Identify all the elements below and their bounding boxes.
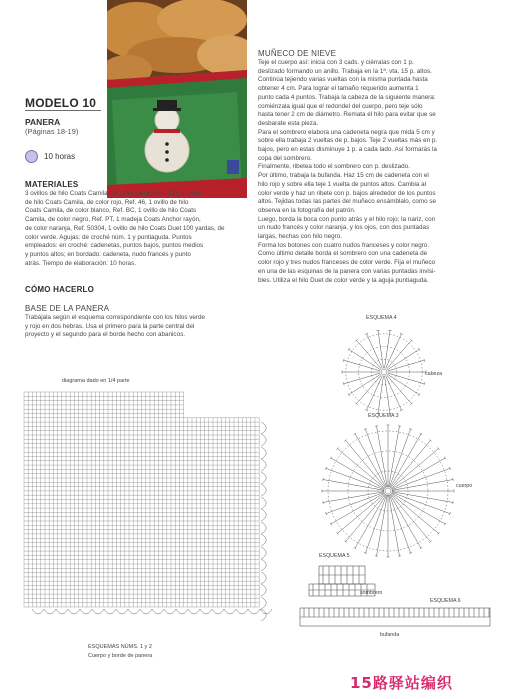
- snowman-line: hilo rojo y sobre ella teje 1 vuelta de puntos altos. Cambia al: [258, 180, 427, 188]
- esquema3-label: ESQUEMA 3: [368, 413, 399, 419]
- esquema6-label: ESQUEMA 6: [430, 598, 461, 604]
- esquema5-label: ESQUEMA 5: [319, 553, 350, 559]
- site-watermark: 15路驿站编织: [350, 674, 453, 692]
- bufanda-label: bufanda: [380, 632, 400, 638]
- title-divider: [25, 110, 101, 111]
- como-hacerlo-heading: CÓMO HACERLO: [25, 285, 95, 294]
- snowman-line: Forma los botones con cuatro nudos franceses y color negro.: [258, 241, 430, 249]
- materiales-text: [25, 190, 255, 268]
- main-diagram-footer-1: ESQUEMAS NÚMS. 1 y 2: [88, 644, 152, 650]
- materiales-heading: MATERIALES: [25, 180, 79, 189]
- snowman-line: Como último detalle borda el sombrero con una cadeneta de: [258, 250, 428, 258]
- materiales-line: de color naranja, Ref. 50304, 1 ovillo de hilo Coats Duet 100 yardas, de: [25, 224, 225, 232]
- esquema3-body-diagram: [315, 418, 465, 568]
- esquema4-label: ESQUEMA 4: [366, 315, 397, 321]
- snowman-line: Luego, borda la boca con punto atrás y el hilo rojo; la nariz, con: [258, 215, 436, 223]
- esquema5-hat-diagram: [305, 562, 385, 602]
- snowman-line: bajos, pero en estas disminuye 1 p. a cada lado. Así formarás la: [258, 146, 437, 154]
- materiales-line: color verde. Agujas: de croché núm. 1 y puntiaguda. Puntos: [25, 233, 192, 241]
- time-label: 10 horas: [44, 152, 76, 161]
- cuerpo-label: cuerpo: [456, 483, 473, 489]
- materiales-line: Camila, de color negro, Ref. PT, 1 madeja Coats Anchor rayón,: [25, 216, 201, 224]
- snowman-line: altos. Tejidas todas las partes del muñeco ensámblalo, como se: [258, 198, 437, 206]
- snowman-line: comiénzala igual que el redondel del cuerpo, pero teje sólo: [258, 102, 423, 110]
- snowman-line: sobre ella trabaja 2 vueltas de p. bajos. Teje 2 vueltas más en p.: [258, 137, 438, 145]
- model-subtitle: PANERA: [25, 117, 61, 127]
- snowman-line: un nudo francés y color naranja, y los ojos, con dos puntadas: [258, 224, 430, 232]
- snowman-line: Continúa tejiendo varias vueltas con la misma puntada hasta: [258, 76, 428, 84]
- model-title: MODELO 10: [25, 96, 97, 110]
- main-diagram-caption: diagrama dado en 1/4 parte: [62, 378, 130, 384]
- snowman-line: Por último, trabaja la bufanda. Haz 15 cm de cadeneta con el: [258, 172, 429, 180]
- bread-basket-photo: [107, 0, 247, 198]
- snowman-line: color rojo y tres nudos franceses de color verde. Fija el muñeco: [258, 259, 436, 267]
- materiales-line: empleados: en croché: cadenetas, puntos bajos, puntos medios: [25, 242, 204, 250]
- snowman-line: color verde y haz un ribete con p. bajos alrededor de los puntos: [258, 189, 436, 197]
- cabeza-label: cabeza: [425, 371, 443, 377]
- snowman-line: Teje el cuerpo así: inicia con 3 cads. y ciérralas con 1 p.: [258, 59, 414, 66]
- snowman-line: desbarate esta pieza.: [258, 119, 319, 127]
- snowman-line: hasta tener 2 cm de diámetro. Remata el hilo para evitar que se: [258, 111, 436, 119]
- snowman-line: observa en la fotografía del patrón.: [258, 206, 356, 214]
- snowman-line: Finalmente, ribetea todo el sombrero con p. deslizado.: [258, 163, 410, 171]
- materiales-line: Coats Camila, de color blanco, Ref. BC, 1 ovillo de hilo Coats: [25, 207, 197, 215]
- main-diagram-footer-2: Cuerpo y borde de panera: [88, 653, 153, 659]
- snowman-line: punto cada 4 puntos. Trabaja la cabeza de la siguiente manera:: [258, 93, 436, 101]
- snowman-line: deslizado formando un anillo. Trabaja en la 1ª. vta. 15 p. altos.: [258, 67, 432, 75]
- snowman-line: copa del sombrero.: [258, 154, 312, 162]
- materiales-line: 3 ovillos de hilo Coats Camila, de color verde, Ref. 231, 1 ovillo: [25, 190, 202, 197]
- snowman-line: bles. Utiliza el hilo Duet de color verde y la aguja puntiaguda.: [258, 276, 429, 284]
- esquema4-head-diagram: [336, 322, 436, 422]
- clock-icon: [25, 150, 38, 163]
- snowman-heading: MUÑECO DE NIEVE: [258, 49, 337, 58]
- snowman-line: Para el sombrero elabora una cadeneta negra que mida 5 cm y: [258, 128, 435, 136]
- snowman-line: obtener 4 cm. Para lograr el tamaño requerido aumenta 1: [258, 85, 419, 93]
- esquema6-scarf-diagram: [298, 604, 494, 632]
- snowman-line: largas, hechas con hilo negro.: [258, 233, 343, 241]
- base-line: proyecto y el segundo para el borde hecho con abanicos.: [25, 331, 185, 339]
- sombrero-label: sombrero: [360, 590, 383, 596]
- project-photo: [107, 0, 247, 198]
- base-text: [25, 314, 255, 340]
- materiales-line: atrás. Tiempo de elaboración: 10 horas.: [25, 259, 136, 267]
- snowman-line: en una de las esquinas de la panera con varias puntadas invisi-: [258, 267, 436, 275]
- base-line: Trabájala según el esquema correspondiente con los hilos verde: [25, 314, 206, 321]
- snowman-text: [258, 59, 498, 285]
- materiales-line: de hilo Coats Camila, de color rojo, Ref. 46, 1 ovillo de hilo: [25, 198, 189, 206]
- base-line: y rojo en dos hebras. Usa el primero para la parte central del: [25, 322, 195, 330]
- materiales-line: y puntos altos; en bordado: cadeneta, nudo francés y punto: [25, 250, 191, 258]
- base-heading: BASE DE LA PANERA: [25, 304, 110, 313]
- model-pages: (Páginas 18-19): [25, 127, 79, 136]
- main-crochet-diagram: [18, 386, 290, 648]
